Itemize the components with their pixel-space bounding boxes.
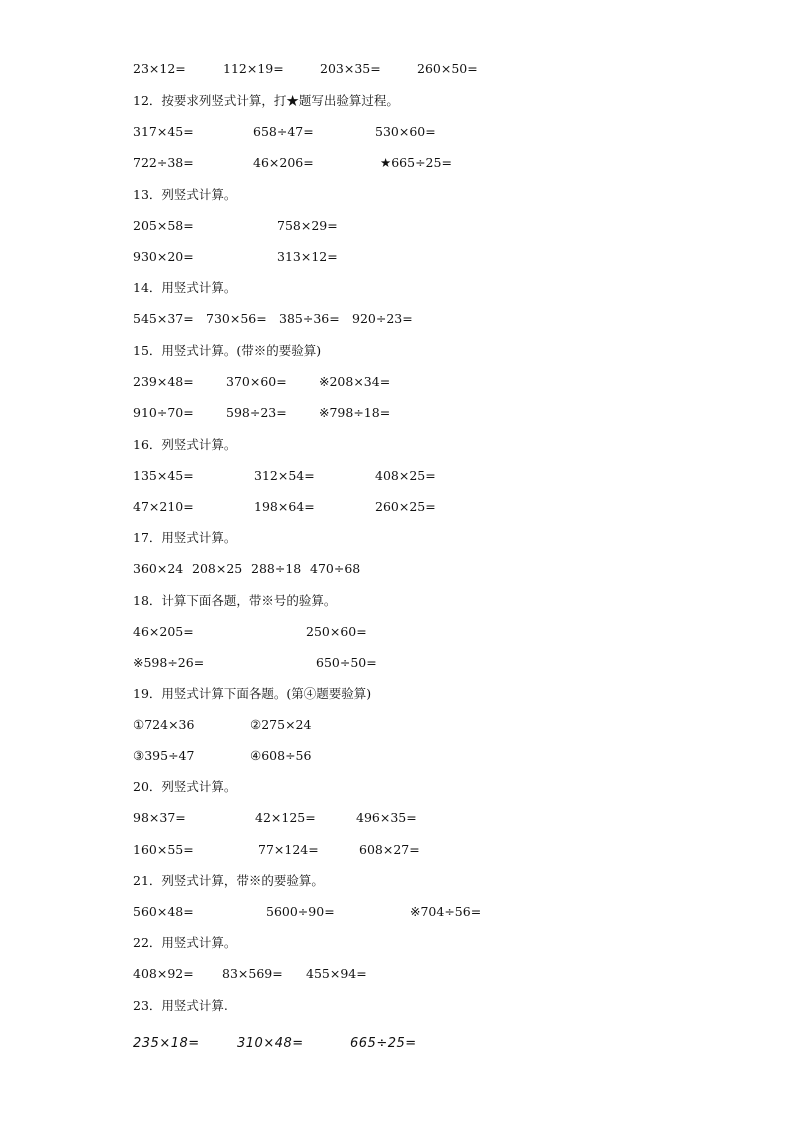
expression: 530×60= (375, 124, 436, 139)
expression: 658÷47= (253, 124, 314, 139)
problem-row (0, 622, 794, 642)
expression: ※704÷56= (410, 904, 482, 919)
problem-row (0, 902, 794, 922)
expression: ④608÷56 (250, 748, 312, 763)
expression: 77×124= (258, 842, 319, 857)
problem-row (0, 1034, 794, 1054)
expression: 205×58= (133, 218, 194, 233)
expression: ※598÷26= (133, 655, 205, 670)
problem-row (0, 840, 794, 860)
expression: 758×29= (277, 218, 338, 233)
problem-row (0, 653, 794, 673)
expression: 235×18= (133, 1036, 200, 1051)
expression: 112×19= (223, 61, 284, 76)
expression: 23×12= (133, 61, 186, 76)
expression: 203×35= (320, 61, 381, 76)
heading-text: 20．列竖式计算。 (133, 779, 237, 794)
question-heading (0, 871, 794, 891)
expression: 598÷23= (226, 405, 287, 420)
expression: 135×45= (133, 468, 194, 483)
problem-row (0, 964, 794, 984)
expression: 317×45= (133, 124, 194, 139)
expression: ②275×24 (250, 717, 312, 732)
expression: 730×56= (206, 311, 267, 326)
expression: 722÷38= (133, 155, 194, 170)
heading-text: 19．用竖式计算下面各题。(第④题要验算) (133, 686, 372, 701)
expression: 260×25= (375, 499, 436, 514)
expression: 360×24 (133, 561, 184, 576)
question-heading (0, 278, 794, 298)
expression: 83×569= (222, 966, 283, 981)
question-heading (0, 933, 794, 953)
expression: 408×92= (133, 966, 194, 981)
expression: 545×37= (133, 311, 194, 326)
problem-row (0, 403, 794, 423)
expression: 408×25= (375, 468, 436, 483)
expression: ※798÷18= (319, 405, 391, 420)
heading-text: 15．用竖式计算。(带※的要验算) (133, 343, 322, 358)
problem-row (0, 247, 794, 267)
question-heading (0, 185, 794, 205)
expression: 5600÷90= (266, 904, 335, 919)
expression: 98×37= (133, 810, 186, 825)
heading-text: 17．用竖式计算。 (133, 530, 237, 545)
problem-row (0, 497, 794, 517)
problem-row (0, 372, 794, 392)
expression: 239×48= (133, 374, 194, 389)
expression: ③395÷47 (133, 748, 195, 763)
heading-text: 14．用竖式计算。 (133, 280, 237, 295)
expression: ①724×36 (133, 717, 195, 732)
expression: 370×60= (226, 374, 287, 389)
expression: 250×60= (306, 624, 367, 639)
problem-row (0, 153, 794, 173)
heading-text: 23．用竖式计算. (133, 998, 228, 1013)
question-heading (0, 341, 794, 361)
expression: 608×27= (359, 842, 420, 857)
expression: 650÷50= (316, 655, 377, 670)
problem-row (0, 746, 794, 766)
expression: 312×54= (254, 468, 315, 483)
problem-row (0, 59, 794, 79)
expression: 455×94= (306, 966, 367, 981)
question-heading (0, 996, 794, 1016)
expression: 46×205= (133, 624, 194, 639)
heading-text: 21．列竖式计算，带※的要验算。 (133, 873, 324, 888)
problem-row (0, 808, 794, 828)
question-heading (0, 684, 794, 704)
problem-row (0, 216, 794, 236)
problem-row (0, 715, 794, 735)
heading-text: 13．列竖式计算。 (133, 187, 237, 202)
question-heading (0, 91, 794, 111)
problem-row (0, 309, 794, 329)
heading-text: 22．用竖式计算。 (133, 935, 237, 950)
expression: 310×48= (237, 1036, 304, 1051)
expression: ※208×34= (319, 374, 391, 389)
problem-row (0, 122, 794, 142)
expression: 198×64= (254, 499, 315, 514)
expression: 470÷68 (310, 561, 361, 576)
expression: 910÷70= (133, 405, 194, 420)
expression: 930×20= (133, 249, 194, 264)
question-heading (0, 591, 794, 611)
problem-row (0, 559, 794, 579)
heading-text: 18．计算下面各题，带※号的验算。 (133, 593, 337, 608)
expression: 313×12= (277, 249, 338, 264)
expression: 496×35= (356, 810, 417, 825)
expression: 46×206= (253, 155, 314, 170)
expression: 920÷23= (352, 311, 413, 326)
expression: 288÷18 (251, 561, 302, 576)
expression: 665÷25= (350, 1036, 417, 1051)
expression: 260×50= (417, 61, 478, 76)
expression: 385÷36= (279, 311, 340, 326)
heading-text: 16．列竖式计算。 (133, 437, 237, 452)
question-heading (0, 528, 794, 548)
expression: ★665÷25= (380, 155, 452, 170)
question-heading (0, 777, 794, 797)
expression: 42×125= (255, 810, 316, 825)
expression: 47×210= (133, 499, 194, 514)
question-heading (0, 435, 794, 455)
problem-row (0, 466, 794, 486)
expression: 160×55= (133, 842, 194, 857)
heading-text: 12．按要求列竖式计算，打★题写出验算过程。 (133, 93, 399, 108)
expression: 208×25 (192, 561, 243, 576)
expression: 560×48= (133, 904, 194, 919)
